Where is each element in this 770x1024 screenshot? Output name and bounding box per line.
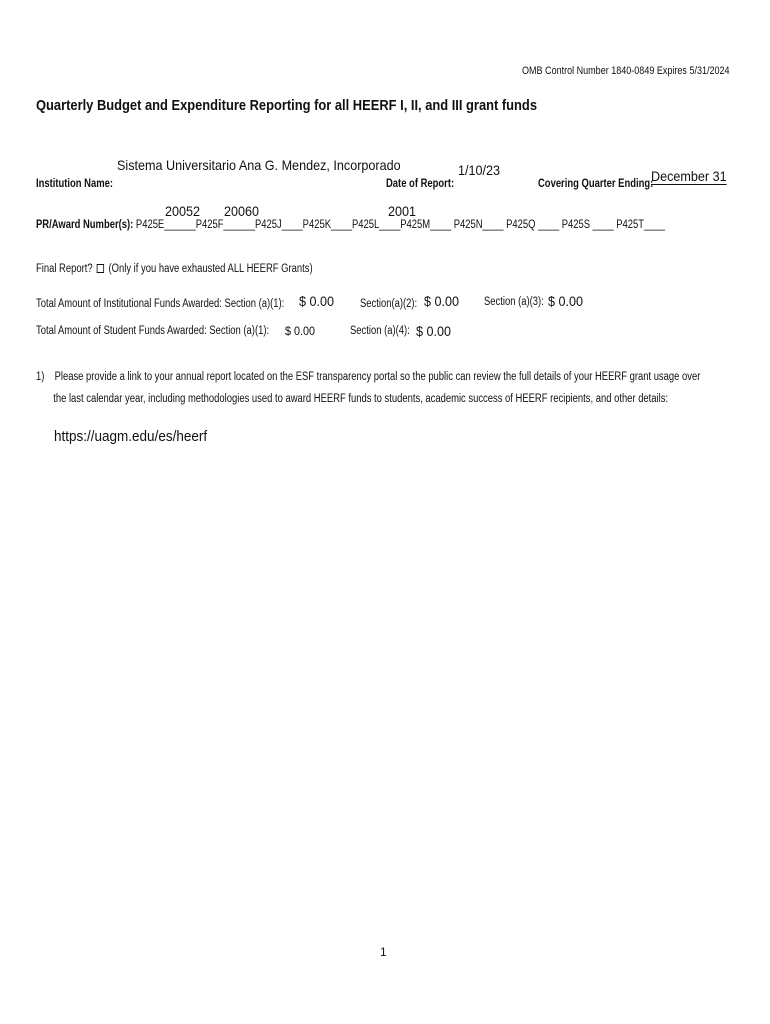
- page-title: Quarterly Budget and Expenditure Reporting for all HEERF I, II, and III grant funds: [36, 97, 537, 114]
- award-row-middle: P425J____P425K____P425L: [254, 219, 380, 231]
- award-numbers-row: [36, 219, 665, 231]
- section-a2-label: Section(a)(2):: [360, 298, 418, 310]
- student-funds-label: Total Amount of Student Funds Awarded: Section (a)(1):: [36, 325, 270, 337]
- section-a4-label: Section (a)(4):: [350, 325, 410, 337]
- section-a4-value[interactable]: $ 0.00: [416, 323, 452, 339]
- blank: ______: [164, 219, 196, 231]
- omb-control-number: OMB Control Number 1840-0849 Expires 5/31/2024: [522, 65, 730, 77]
- question-number: 1): [36, 371, 45, 383]
- p425e-label: P425E: [135, 219, 165, 231]
- institution-name-value[interactable]: Sistema Universitario Ana G. Mendez, Incorporado: [117, 157, 401, 173]
- student-funds-value[interactable]: $ 0.00: [285, 324, 316, 338]
- p425f-label: P425F: [195, 219, 224, 231]
- p425e-value[interactable]: 20052: [165, 203, 201, 219]
- institutional-funds-value[interactable]: $ 0.00: [299, 293, 335, 309]
- date-of-report-label: Date of Report:: [386, 178, 455, 190]
- covering-quarter-value[interactable]: [651, 168, 727, 185]
- final-report-checkbox[interactable]: [97, 264, 104, 273]
- blank: ____: [379, 219, 401, 231]
- final-report-label: Final Report?: [36, 263, 93, 275]
- final-report-row: [36, 263, 313, 275]
- section-a2-value[interactable]: $ 0.00: [424, 293, 460, 309]
- question-line-2: the last calendar year, including methodologies used to award HEERF funds to students, academic success of HEERF recipients, and other details:: [53, 393, 669, 405]
- section-a3-value[interactable]: $ 0.00: [548, 293, 584, 309]
- question-1: [36, 366, 700, 410]
- section-a3-label: Section (a)(3):: [484, 296, 544, 308]
- covering-quarter-text: December 31: [651, 168, 727, 184]
- question-line-1: Please provide a link to your annual report located on the ESF transparency portal so the public can review the full details of your HEERF grant usage over: [54, 371, 701, 383]
- p425l-value[interactable]: 2001: [388, 203, 417, 219]
- institution-name-label: Institution Name:: [36, 178, 114, 190]
- institutional-funds-label: Total Amount of Institutional Funds Awarded: Section (a)(1):: [36, 298, 285, 310]
- date-of-report-value[interactable]: 1/10/23: [458, 162, 501, 178]
- award-numbers-label: PR/Award Number(s):: [36, 219, 134, 231]
- final-report-note: (Only if you have exhausted ALL HEERF Grants): [108, 263, 313, 275]
- blank: ______: [223, 219, 255, 231]
- covering-quarter-label: Covering Quarter Ending:: [538, 178, 654, 190]
- award-row-end: P425M____ P425N____ P425Q ____ P425S ____ P425T____: [400, 219, 666, 231]
- heerf-report-link[interactable]: https://uagm.edu/es/heerf: [54, 428, 208, 445]
- p425f-value[interactable]: 20060: [224, 203, 260, 219]
- page-number: 1: [380, 945, 387, 959]
